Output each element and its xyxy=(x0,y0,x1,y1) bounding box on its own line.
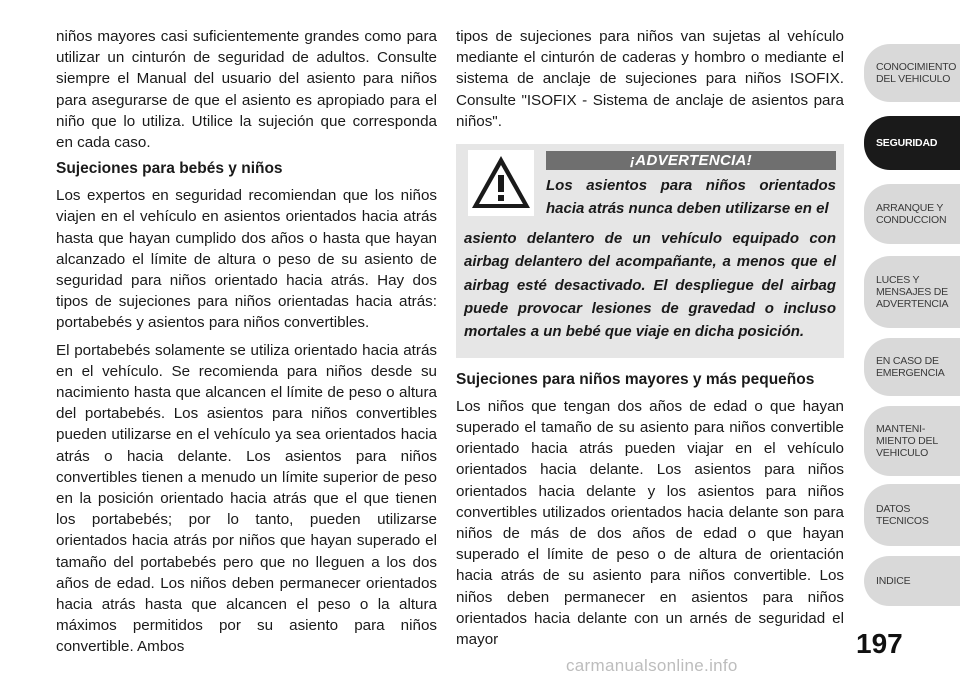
warning-text-body: asiento delantero de un vehículo equipado con airbag delantero del acompañante, a menos que el airbag esté desactivado. El despliegue del airbag puede provocar lesiones de gravedad o incluso mortales a un bebé que viaje en dicha posición. xyxy=(464,229,836,341)
right-column xyxy=(456,26,844,656)
tab-emergencia[interactable] xyxy=(864,338,960,396)
warning-text-head: Los asientos para niños orientados hacia atrás nunca deben utilizarse en el xyxy=(546,177,836,218)
left-paragraph-1: niños mayores casi suficientemente grandes como para utilizar un cinturón de seguridad de adultos. Consulte siempre el Manual del usuario del asiento para niños para asegurarse de que el asiento es apropiado para el niño que lo utiliza. Utilice la sujeción que corresponda en cada caso. xyxy=(56,28,437,152)
warning-title: ¡ADVERTENCIA! xyxy=(546,151,836,170)
warning-triangle-icon xyxy=(468,150,534,216)
tab-label: MANTENI- MIENTO DEL VEHICULO xyxy=(876,423,938,459)
tab-label: EN CASO DE EMERGENCIA xyxy=(876,355,945,379)
page-number: 197 xyxy=(856,628,903,659)
tab-indice[interactable] xyxy=(864,556,960,606)
tab-datos[interactable] xyxy=(864,484,960,546)
right-paragraph-1: tipos de sujeciones para niños van sujetas al vehículo mediante el cinturón de caderas y hombro o mediante el sistema de anclaje de sujeciones para niños ISOFIX. Consulte "ISOFIX - Sistema de anclaje de asientos para niños". xyxy=(456,28,844,130)
tab-luces[interactable] xyxy=(864,256,960,328)
section-heading-older-children: Sujeciones para niños mayores y más pequeños xyxy=(456,370,815,388)
tab-seguridad[interactable] xyxy=(864,116,960,170)
warning-box xyxy=(456,144,844,358)
left-column xyxy=(56,26,437,664)
chapter-sidebar xyxy=(856,0,960,678)
tab-mantenimiento[interactable] xyxy=(864,406,960,476)
tab-conocimiento[interactable] xyxy=(864,44,960,102)
left-paragraph-2: Los expertos en seguridad recomiendan que los niños viajen en el vehículo en asientos orientados hacia atrás hasta que hayan cumplido dos años o hasta que hayan alcanzado el límite de altura o peso de su asiento de seguridad para niños orientado hacia atrás. Hay dos tipos de sujeciones para niños orientadas hacia atrás: portabebés y asientos para niños convertibles. xyxy=(56,187,437,332)
tab-arranque[interactable] xyxy=(864,184,960,244)
tab-label: INDICE xyxy=(876,575,911,587)
tab-label: LUCES Y MENSAJES DE ADVERTENCIA xyxy=(876,274,949,310)
tab-label: CONOCIMIENTO DEL VEHICULO xyxy=(876,61,957,85)
watermark: carmanualsonline.info xyxy=(566,656,738,675)
tab-label: ARRANQUE Y CONDUCCION xyxy=(876,202,947,226)
left-paragraph-3: El portabebés solamente se utiliza orientado hacia atrás en el vehículo. Se recomienda para niños desde su nacimiento hasta que alcancen el límite de peso o altura del portabebés. Los asientos para niños convertibles pueden utilizarse en el vehículo ya sea orientados hacia atrás o hacia delante. Los asientos para niños convertibles tienen a menudo un límite superior de peso en la posición orientado hacia atrás que el que tienen los portabebés; por lo tanto, pueden utilizarse orientados hacia atrás por niños que hayan superado el tamaño del portabebés pero que no lleguen a los dos años de edad. Los niños deben permanecer orientados hacia atrás hasta que alcancen el peso o la altura máximos permitidos por su asiento para niños convertible. Ambos xyxy=(56,341,437,656)
right-paragraph-2: Los niños que tengan dos años de edad o que hayan superado el tamaño de su asiento para niños convertible orientado hacia atrás pueden viajar en el vehículo orientados hacia delante. Los asientos para niños orientados hacia delante y los asientos para niños convertibles utilizados orientados hacia delante son para niños de más de dos años de edad o que hayan superado el límite de peso o de altura de orientación hacia atrás de su asiento para niños convertible. Los niños deben permanecer en asientos para niños orientados hacia delante con un arnés de seguridad el mayor xyxy=(456,397,844,649)
section-heading-infants: Sujeciones para bebés y niños xyxy=(56,160,283,178)
tab-label: SEGURIDAD xyxy=(876,137,938,149)
tab-label: DATOS TECNICOS xyxy=(876,503,929,527)
